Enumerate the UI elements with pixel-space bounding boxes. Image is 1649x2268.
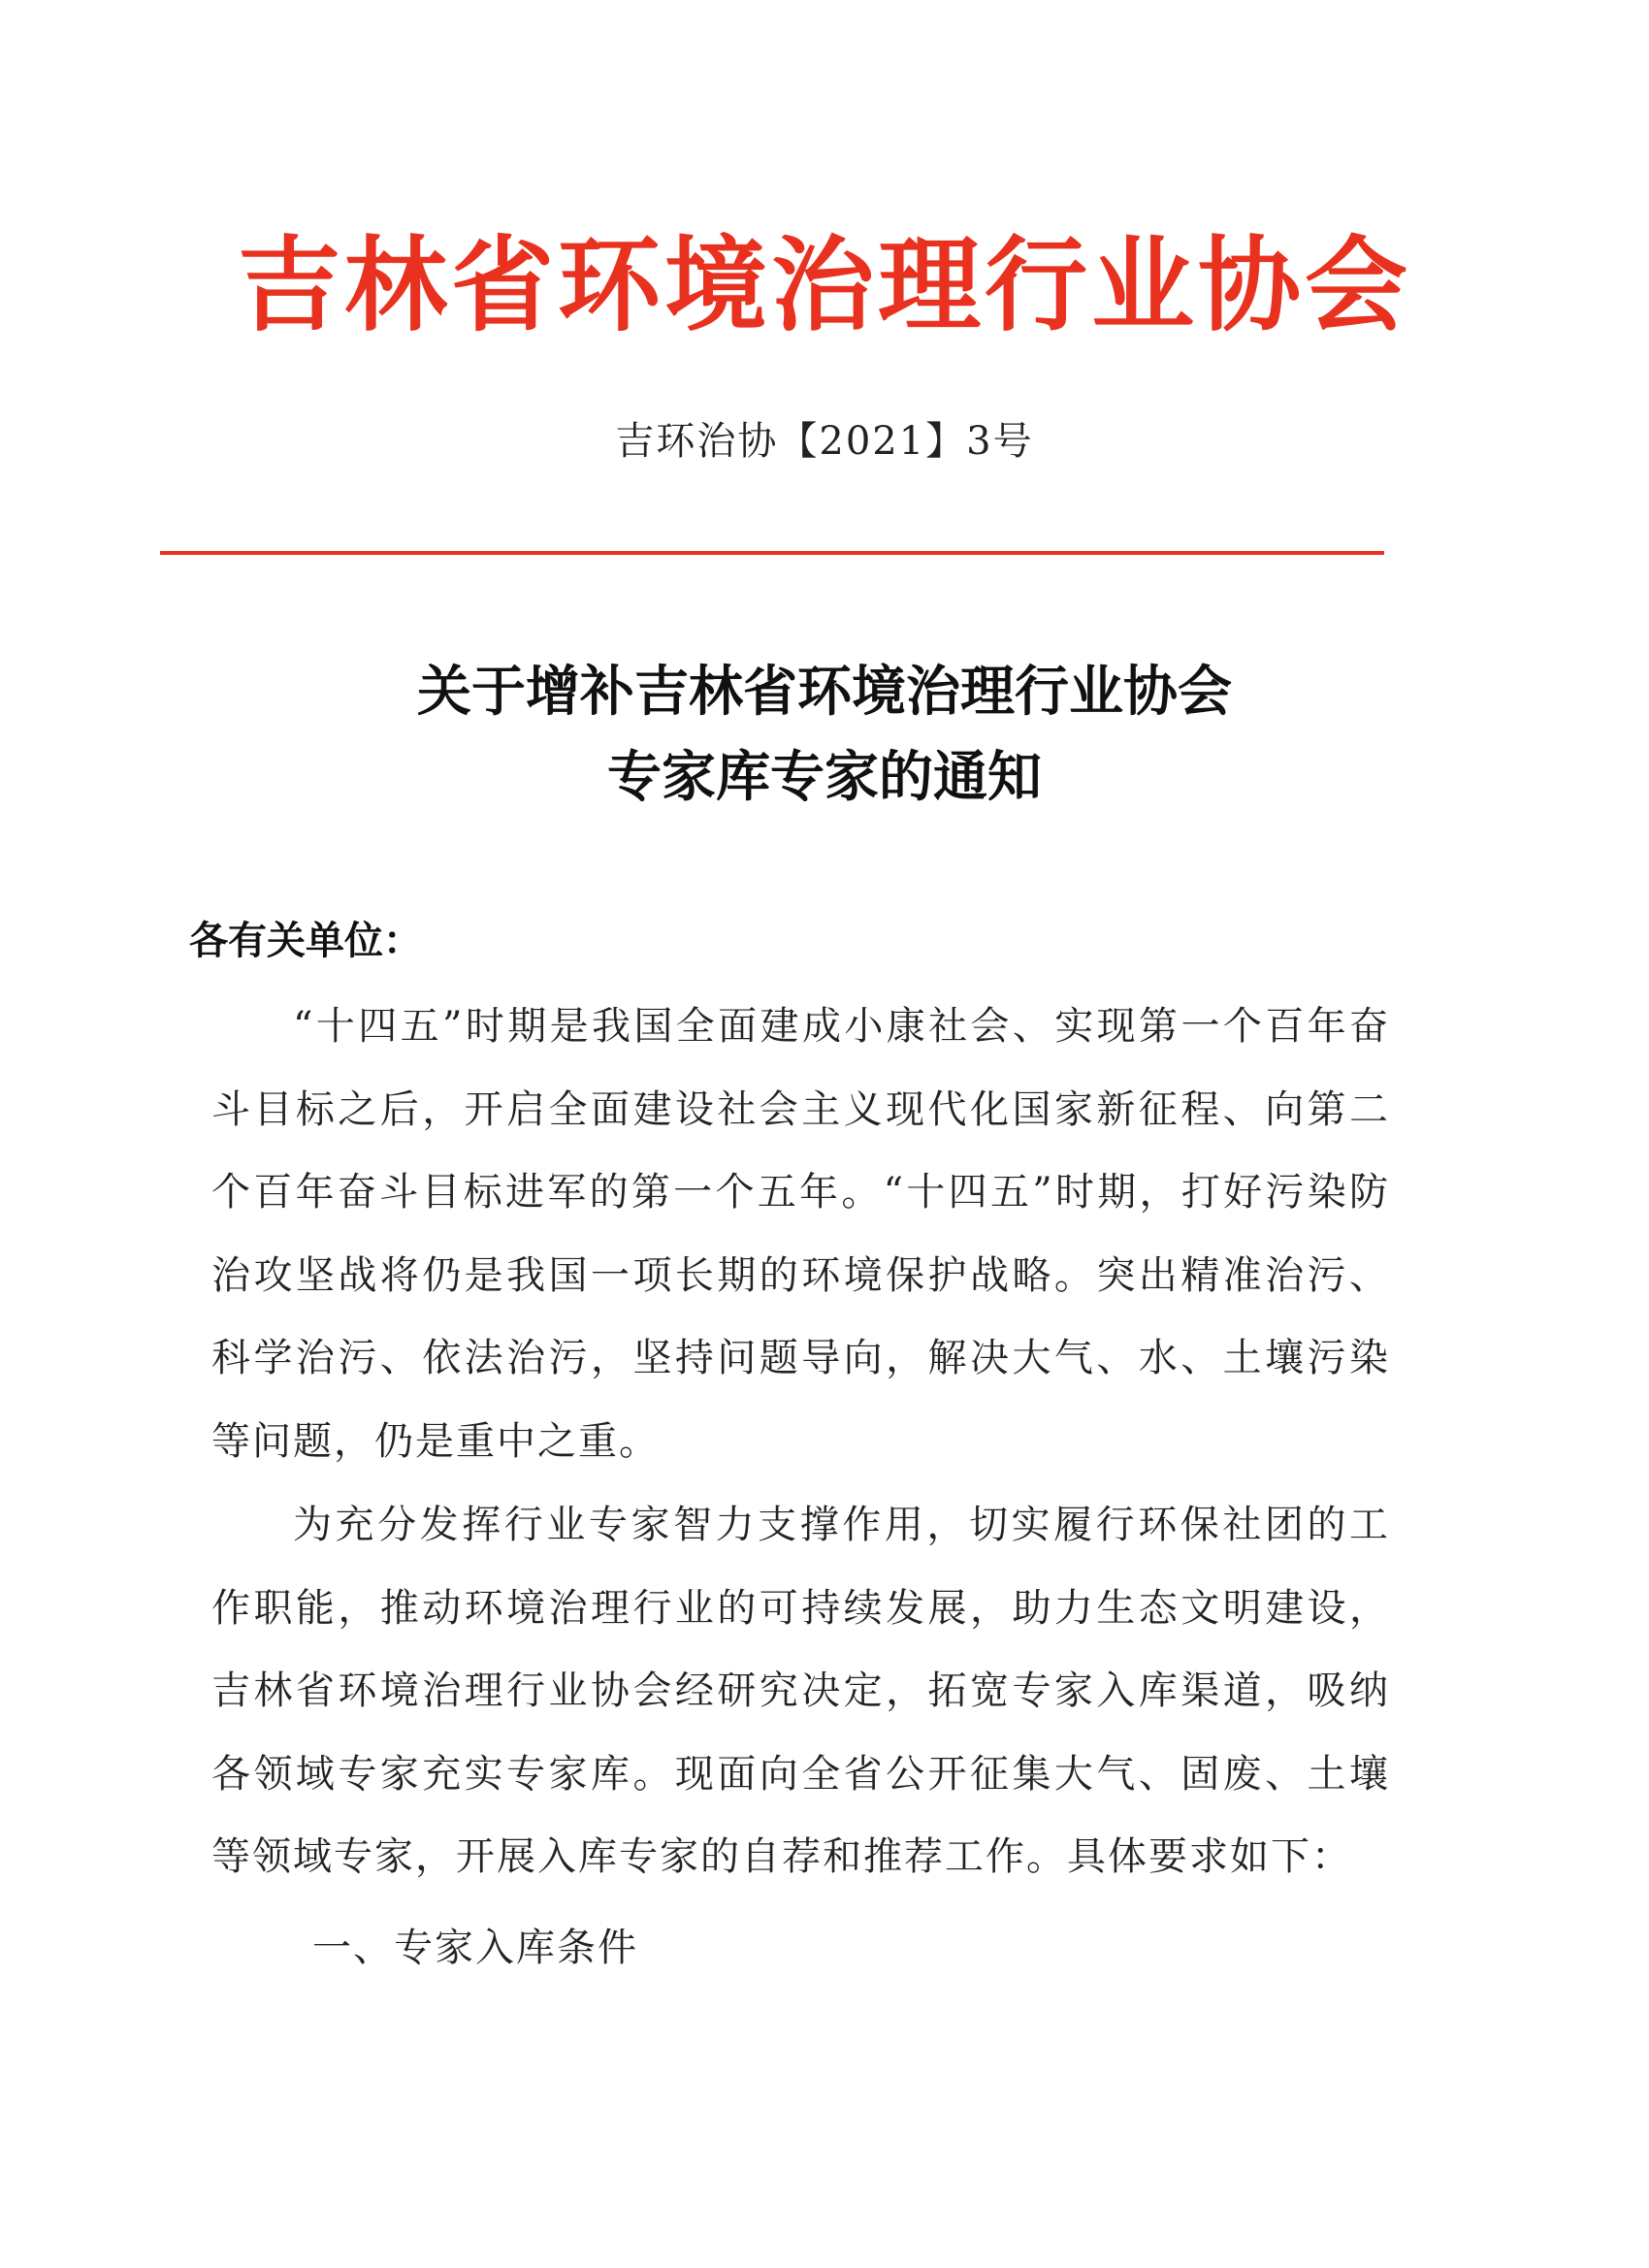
title-line-1: 关于增补吉林省环境治理行业协会 <box>417 661 1232 724</box>
notice-title <box>0 650 1649 821</box>
title-line-2: 专家库专家的通知 <box>607 746 1042 809</box>
red-divider-line <box>160 551 1384 555</box>
body-paragraph-2-block <box>211 1484 1390 1899</box>
body-paragraph: 为充分发挥行业专家智力支撑作用，切实履行环保社团的工作职能，推动环境治理行业的可持续发展，助力生态文明建设，吉林省环境治理行业协会经研究决定，拓宽专家入库渠道，吸纳各领域专家充实专家库。现面向全省公开征集大气、固废、土壤等领域专家，开展入库专家的自荐和推荐工作。具体要求如下： <box>211 1503 1390 1879</box>
organization-letterhead: 吉林省环境治理行业协会 <box>238 226 1411 345</box>
body-paragraph-1-block <box>211 986 1390 1483</box>
document-number: 吉环治协【2021】3号 <box>615 419 1034 464</box>
section-heading-1: 一、专家入库条件 <box>312 1926 638 1970</box>
body-paragraph: “十四五”时期是我国全面建成小康社会、实现第一个百年奋斗目标之后，开启全面建设社会主义现代化国家新征程、向第二个百年奋斗目标进军的第一个五年。“十四五”时期，打好污染防治攻坚战将仍是我国一项长期的环境保护战略。突出精准治污、科学治污、依法治污，坚持问题导向，解决大气、水、土壤污染等问题，仍是重中之重。 <box>211 1004 1390 1464</box>
salutation: 各有关单位： <box>189 919 422 963</box>
